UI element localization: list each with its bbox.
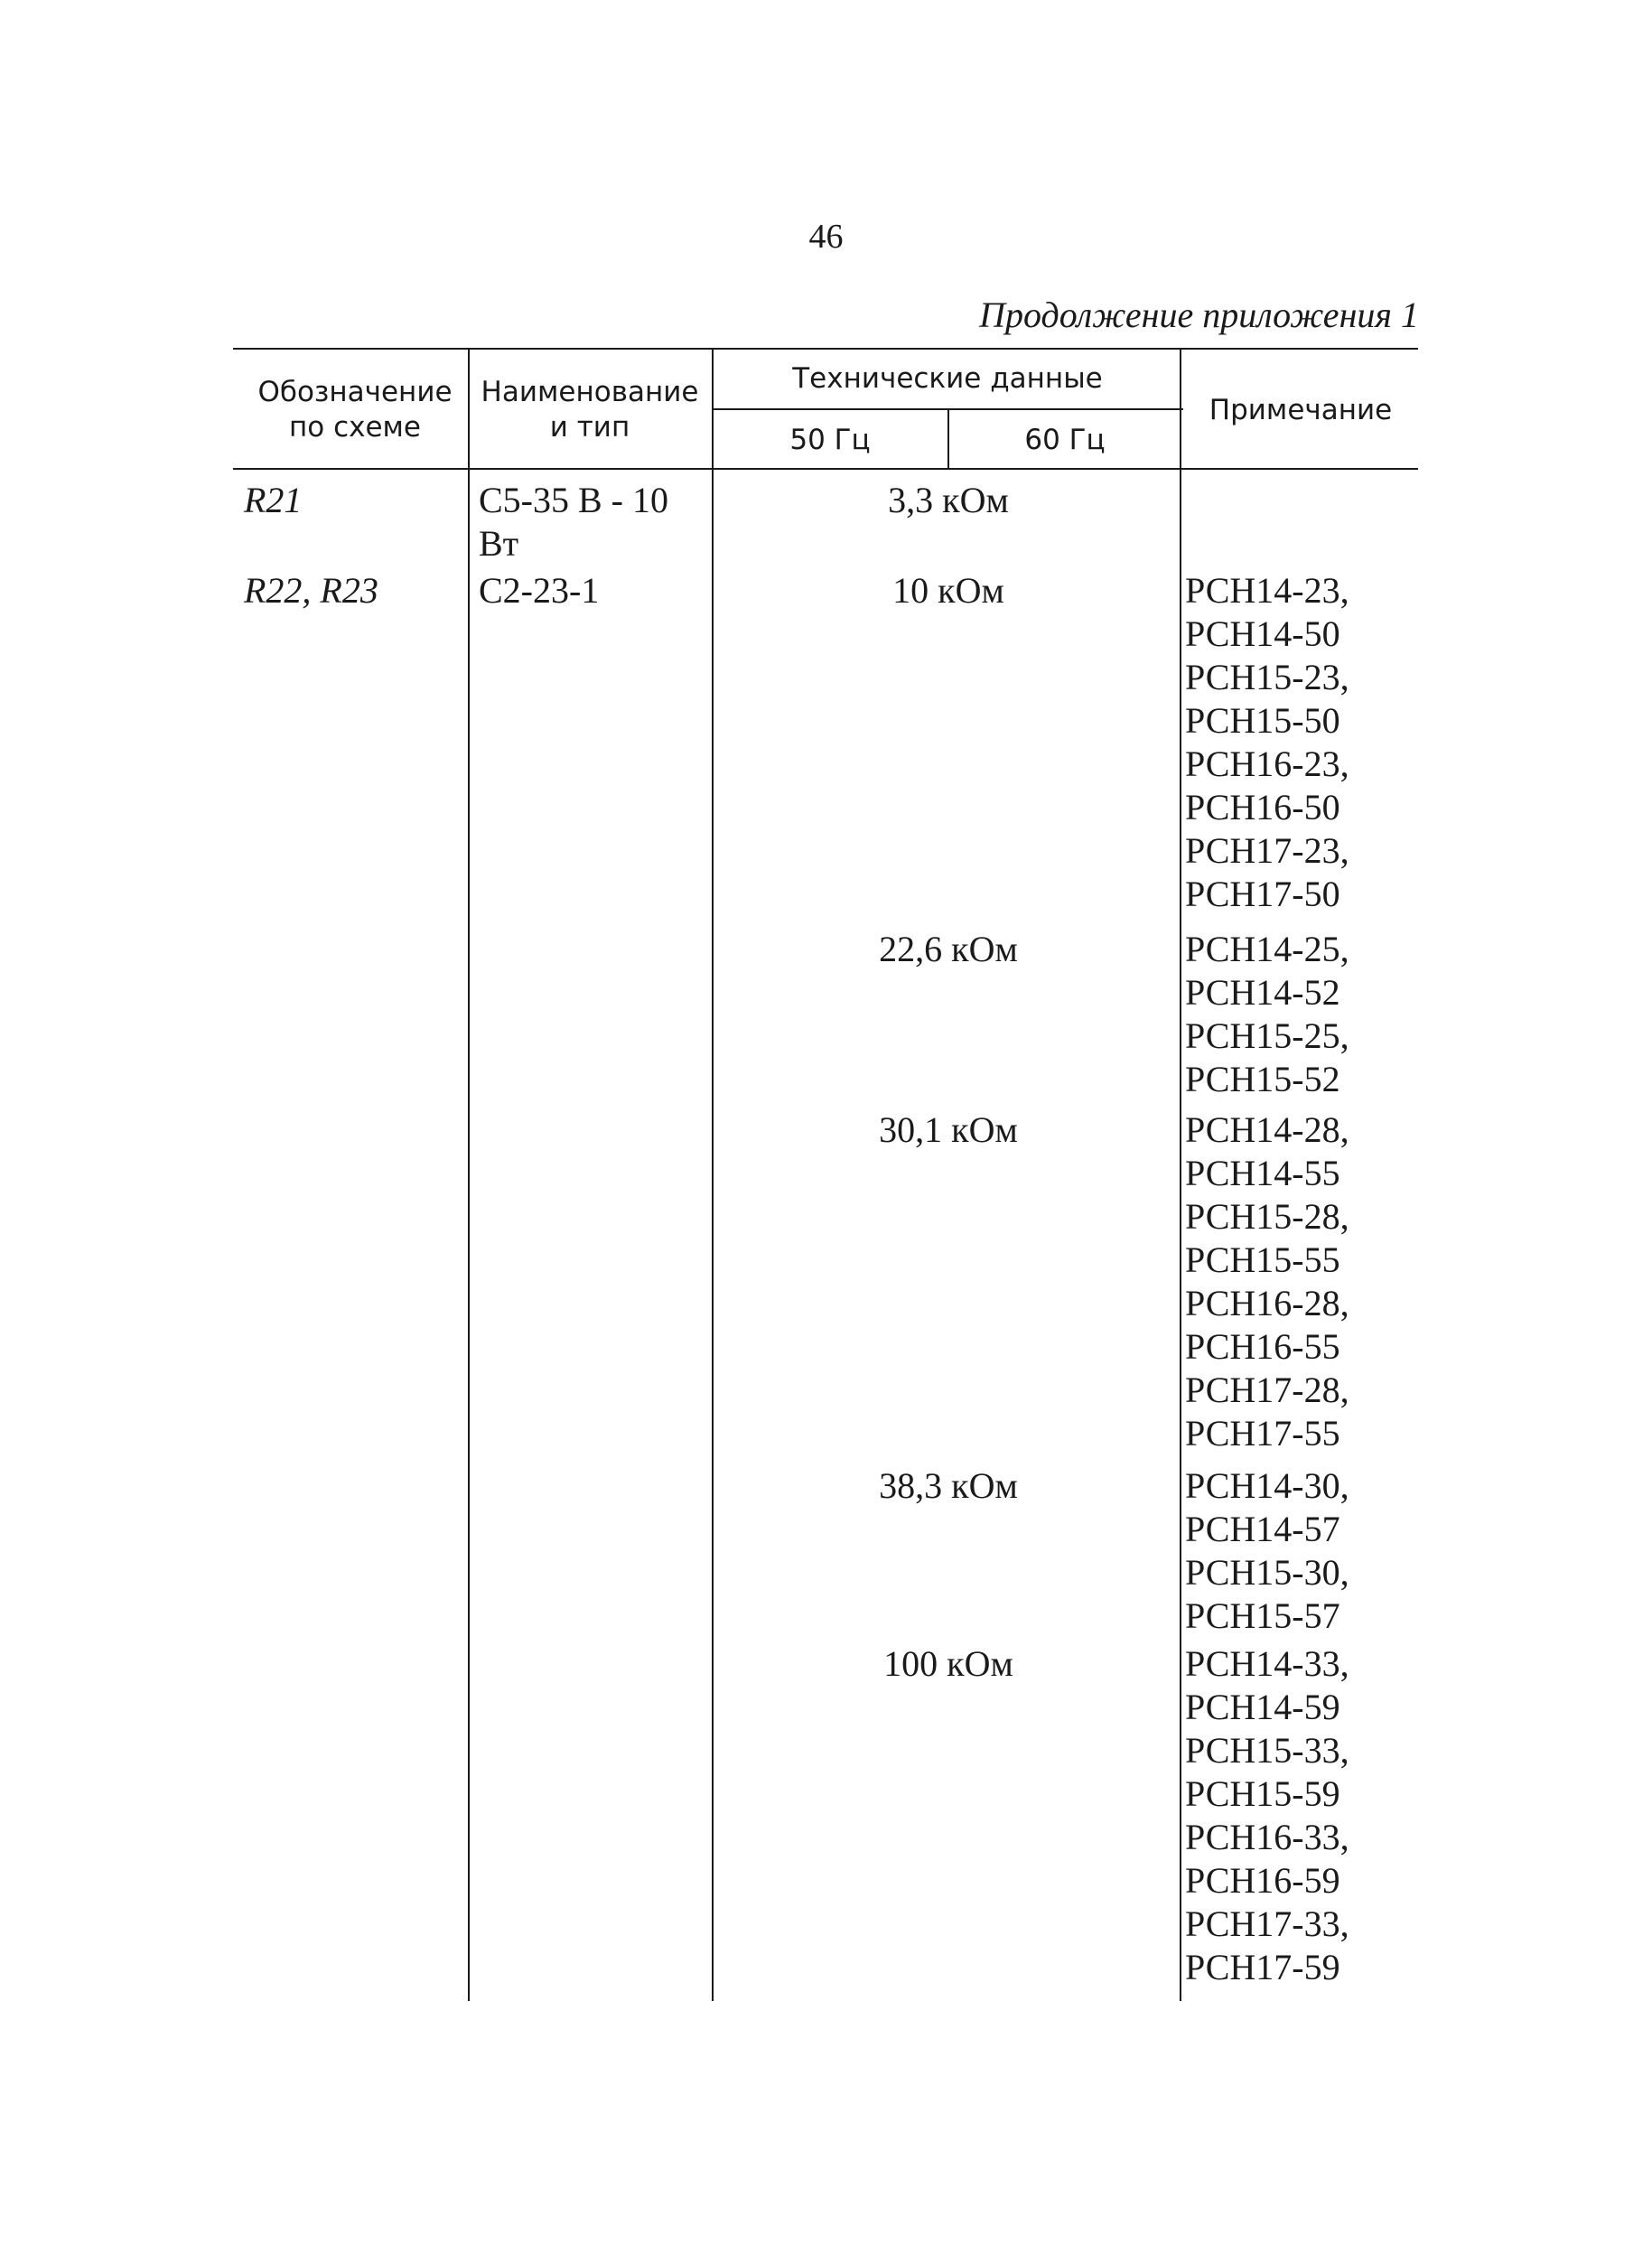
note-line: РСН15-23,: [1185, 657, 1349, 697]
note-line: РСН14-57: [1185, 1509, 1340, 1549]
note-line: РСН15-25,: [1185, 1015, 1349, 1056]
note-line: РСН17-28,: [1185, 1370, 1349, 1410]
note-line: РСН16-59: [1185, 1860, 1340, 1901]
note-line: РСН17-33,: [1185, 1903, 1349, 1944]
note-line: РСН16-55: [1185, 1326, 1340, 1367]
page-number: 46: [808, 218, 844, 256]
note-line: РСН16-33,: [1185, 1817, 1349, 1857]
note-line: РСН16-28,: [1185, 1283, 1349, 1323]
header-50hz: 50 Гц: [789, 424, 871, 456]
note-line: РСН15-28,: [1185, 1196, 1349, 1237]
note-line: РСН14-23,: [1185, 570, 1349, 611]
note-line: РСН15-57: [1185, 1595, 1340, 1636]
row5-notes: [1185, 1464, 1349, 1638]
row6-notes: [1185, 1642, 1349, 1989]
column-divider-1: [468, 348, 470, 2001]
row3-notes: [1185, 928, 1349, 1101]
note-line: РСН17-50: [1185, 874, 1340, 914]
row4-value: 30,1 кОм: [879, 1109, 1018, 1150]
row3-value: 22,6 кОм: [879, 929, 1018, 969]
note-line: РСН17-59: [1185, 1947, 1340, 1987]
row5-value: 38,3 кОм: [879, 1465, 1018, 1506]
note-line: РСН14-30,: [1185, 1465, 1349, 1506]
header-60hz: 60 Гц: [1024, 424, 1106, 456]
table-top-rule: [233, 348, 1418, 350]
note-line: РСН15-55: [1185, 1239, 1340, 1280]
note-line: РСН15-50: [1185, 700, 1340, 741]
note-line: РСН14-50: [1185, 613, 1340, 654]
note-line: РСН14-55: [1185, 1153, 1340, 1193]
continuation-title: Продолжение приложения 1: [979, 295, 1419, 335]
note-line: РСН17-23,: [1185, 830, 1349, 871]
note-line: РСН14-33,: [1185, 1643, 1349, 1684]
header-note: Примечание: [1209, 394, 1393, 426]
row2-notes: [1185, 569, 1349, 916]
note-line: РСН15-30,: [1185, 1552, 1349, 1593]
row4-notes: [1185, 1108, 1349, 1455]
row2-designation: R22, R23: [244, 570, 378, 611]
note-line: РСН15-33,: [1185, 1730, 1349, 1771]
row1-name: С5-35 В - 10 Вт: [479, 480, 668, 564]
note-line: РСН14-52: [1185, 972, 1340, 1013]
note-line: РСН15-59: [1185, 1773, 1340, 1814]
note-line: РСН14-59: [1185, 1687, 1340, 1727]
row6-value: 100 кОм: [883, 1643, 1013, 1684]
row1-value: 3,3 кОм: [888, 480, 1009, 520]
note-line: РСН14-28,: [1185, 1109, 1349, 1150]
header-bottom-rule: [233, 468, 1418, 470]
note-line: РСН16-23,: [1185, 743, 1349, 784]
note-line: РСН14-25,: [1185, 929, 1349, 969]
row2-value: 10 кОм: [892, 570, 1004, 611]
header-tech-data: Технические данные: [792, 362, 1103, 395]
header-designation: Обозначение по схеме: [257, 376, 453, 444]
note-line: РСН17-55: [1185, 1413, 1340, 1454]
note-line: РСН15-52: [1185, 1059, 1340, 1099]
row2-name: С2-23-1: [479, 570, 600, 611]
row1-designation: R21: [244, 480, 303, 520]
note-line: РСН16-50: [1185, 787, 1340, 827]
header-name-type: Наименование и тип: [481, 376, 699, 444]
